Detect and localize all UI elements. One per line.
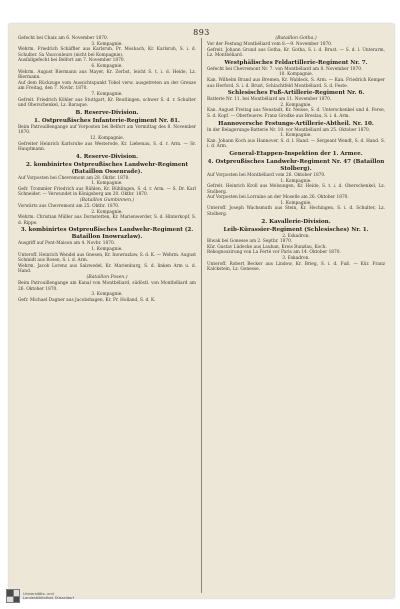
company-subheading: 1. Kompagnie.: [280, 178, 312, 184]
library-footer: [6, 589, 74, 603]
entry-text: Auf dem Rückzuge vom Aussichtspunkt Tobel verw. ausgetreten an der Grenze am Freitag, den 7. Novbr. 1870.: [18, 80, 196, 92]
footer-line-2: Landesbibliothek Düsseldorf: [23, 596, 74, 600]
entry-text: Auf Vorposten bei Chevremont am 28. Oktbr. 1870.: [18, 175, 130, 181]
university-library-logo-icon: [6, 589, 20, 603]
entry-text: Wehrm. August Biermann aus Mayer, Kr. Zerbst, leicht S. t. i. d. Heide, Lz. Biermann.: [18, 69, 196, 81]
section-heading: B. Reserve-Division.: [75, 109, 139, 116]
entry-text: Kür. Gustav Lüdecke aus Lauban, Kreis Bunzlau, Koch.: [207, 244, 327, 250]
section-heading: 3. kombinirtes Ostpreußisches Landwehr-Regiment (2. Bataillon Inowrazlaw).: [20, 227, 194, 241]
entry-text: Kan. Johann Koch aus Hannover, S. d. l. Hand. — Sergeant Wendt, S. d. Hand. S. i. d. Arm.: [207, 138, 385, 150]
entry-text: Auf Vorposten bei Montbéliard vom 26. Oktober 1870.: [207, 172, 326, 178]
entry-text: Wehrm. Friedrich Schäffler aus Karlsruh, Pr. Mosbach, Kr. Karlsruh, S. i. d. Schulter. Sa Vaucouleurs (nicht bei Kompagnie).: [18, 47, 196, 58]
footer-line-1: Universitäts- und: [23, 591, 54, 596]
company-subheading: 1. Kompagnie.: [280, 133, 312, 139]
company-subheading: 10. Kompagnie.: [278, 72, 314, 78]
entry-text: Vorwärts aus Chevremont am 25. Oktbr. 1870.: [18, 204, 120, 210]
left-column: [18, 36, 196, 303]
battalion-subheading: (Bataillon Gumbinnen.): [79, 198, 135, 204]
footer-text: [23, 592, 74, 601]
company-subheading: 1. Kompagnie.: [91, 181, 123, 187]
entry-text: Gefr. Trommler Friedrich aus Rühlen, Kr. Bühlingen, S. d. r. Arm. — S. Dr. Karl Schneider. — Verwundet in Königsberg am 20. Oktbr. 1870.: [18, 186, 196, 198]
section-heading: 4. Ostpreußisches Landwehr-Regiment Nr. 47 (Bataillon Stolberg).: [207, 158, 385, 172]
company-subheading: 1. Kompagnie.: [91, 247, 123, 253]
battalion-subheading: (Bataillon Gotha.): [275, 36, 317, 41]
entry-text: Gefreiter Heinrich Karlsruhe aus Westerode, Kr. Liebenau, S. d. r. Arm. — Sr. Hauptmann.: [18, 141, 196, 153]
battalion-subheading: (Bataillon Posen.): [86, 275, 128, 280]
entry-text: Ausfallgefecht bei Belfort am 7. November 1870.: [18, 58, 125, 64]
entry-text: Gefreit. Friedrich Köhler aus Stuttgart, Kr. Reutlingen, schwer S. d. r. Schulter und Oberschenkel, Lz. Baraque.: [18, 97, 196, 109]
company-subheading: 2. Eskadron.: [282, 233, 310, 239]
entry-text: Ausgriff auf Pont-Maison am 4. Novbr. 1870.: [18, 241, 116, 247]
entry-text: Gefreit. Johann Grund aus Gotha, Kr. Gotha, S. i. d. Brust. — S. d. l. Unterarm, Lz. Montbéliard.: [207, 47, 385, 59]
company-subheading: 3. Kompagnie.: [91, 41, 123, 47]
entry-text: Unteroff. Joseph Wachsmuth aus Stein, Kr. Hechingen, S. i. d. Schulter, Lz. Stolberg.: [207, 206, 385, 218]
document-page: [9, 24, 394, 598]
entry-text: Batterie Nr. 11. bei Montbéliard am 11. November 1870.: [207, 97, 332, 103]
company-subheading: 2. Kompagnie.: [91, 209, 123, 215]
section-heading: Westphälisches Feldartillerie-Regiment Nr. 7.: [224, 59, 368, 66]
entry-text: Rekognoszirung von La Ferté vor Paris am 14. Oktober 1870.: [207, 250, 341, 256]
entry-text: In der Belagerungs-Batterie Nr. 10. vor Montbéliard am 25. Oktober 1870.: [207, 127, 371, 133]
entry-text: Gefr. Michael Dagner aus Jacobshagen, Kr. Pr. Holland, S. d. K.: [18, 297, 156, 303]
company-subheading: 1. Kompagnie.: [280, 200, 312, 206]
entry-text: Gefreit. Heinrich Kroll aus Melsungen, Kr. Heide, S. t. i. d. Oberschenkel, Lz. Stolberg.: [207, 184, 385, 195]
section-heading: Hannoversche Festungs-Artillerie-Abtheil. Nr. 10.: [218, 120, 374, 127]
entry-text: Auf Vorposten bei Lorraine an der Moselle am 26. Oktober 1870.: [207, 195, 349, 201]
entry-text: Kan. August Freitag aus Neustadt, Kr. Neisse, S. d. Unterschenkel und d. Ferse, S. d. Kopf. — Oberfeuerw. Franz Grodke aus Breslau, S. i. d. Arm.: [207, 108, 385, 119]
entry-text: Gefecht bei Chaix am 6. November 1870.: [18, 36, 109, 41]
company-subheading: 2. Kompagnie.: [280, 102, 312, 108]
entry-text: Wehrm. Christian Müller aus Dornstetten, Kr. Marienwerder, S. d. Hinterkopf, S. d. Rippe.: [18, 215, 196, 226]
company-subheading: 3. Eskadron.: [282, 256, 310, 262]
entry-text: Unteroff. Heinrich Wendel aus Gnesen, Kr. Inowrazlaw, S. d. K. — Wehrm. August Schmidt aus Rosen, S. i. d. Arm.: [18, 252, 196, 264]
entry-text: Biwak bei Gonesse am 2. Septbr. 1870.: [207, 239, 293, 245]
page-number: 893: [193, 28, 210, 37]
company-subheading: 3. Kompagnie.: [91, 292, 123, 298]
entry-text: Beim Patrouillengange am Kanal von Montbéliard, südöstl. von Montbéliard am 26. Oktober 1870.: [18, 281, 196, 292]
section-heading: 1. Ostpreußisches Infanterie-Regiment Nr. 81.: [34, 117, 180, 124]
section-heading: 2. Kavallerie-Division.: [261, 218, 331, 225]
company-subheading: 12. Kompagnie.: [89, 135, 125, 141]
entry-text: Beim Patrouillengange auf Vorposten bei Belfort am Vormittag des 8. November 1870.: [18, 124, 196, 136]
company-subheading: 6. Kompagnie.: [91, 63, 123, 69]
section-heading: Schlesisches Fuß-Artillerie-Regiment Nr. 6.: [227, 90, 365, 97]
section-heading: 4. Reserve-Division.: [75, 153, 139, 160]
right-column: [207, 36, 385, 273]
section-heading: 2. kombinirtes Ostpreußisches Landwehr-Regiment (Bataillon Ossenrade).: [25, 161, 189, 175]
section-heading: General-Etappen-Inspektion der 1. Armee.: [229, 150, 363, 157]
entry-text: Wehrm. Jacob Lorenz aus Salzwedel, Kr. Marienburg, S. d. linken Arm u. d. Hand.: [18, 263, 196, 275]
entry-text: Vor der Festung Montbéliard vom 8.—9. November 1870.: [207, 42, 333, 47]
entry-text: Kan. Wilhelm Brand aus Bremen, Kr. Waldeck, S. Arm. — Kan. Friedrich Kemper aus Herford, S. i. d. Brust, Schlachtfeld Montbéliard. S. d. Feste.: [207, 77, 385, 89]
section-heading: Leib-Kürassier-Regiment (Schlesisches) Nr. 1.: [223, 226, 369, 233]
entry-text: Unteroff. Robert Becker aus Lindow, Kr. Brieg, S. i. d. Fuß. — Kür. Franz Kalckstein, Lz. Gonesse.: [207, 261, 385, 273]
company-subheading: 7. Kompagnie.: [91, 91, 123, 97]
column-divider: [201, 38, 202, 593]
entry-text: Gefecht bei Chevremont Nr. 7. von Montbéliard am 8. November 1870.: [207, 66, 363, 72]
